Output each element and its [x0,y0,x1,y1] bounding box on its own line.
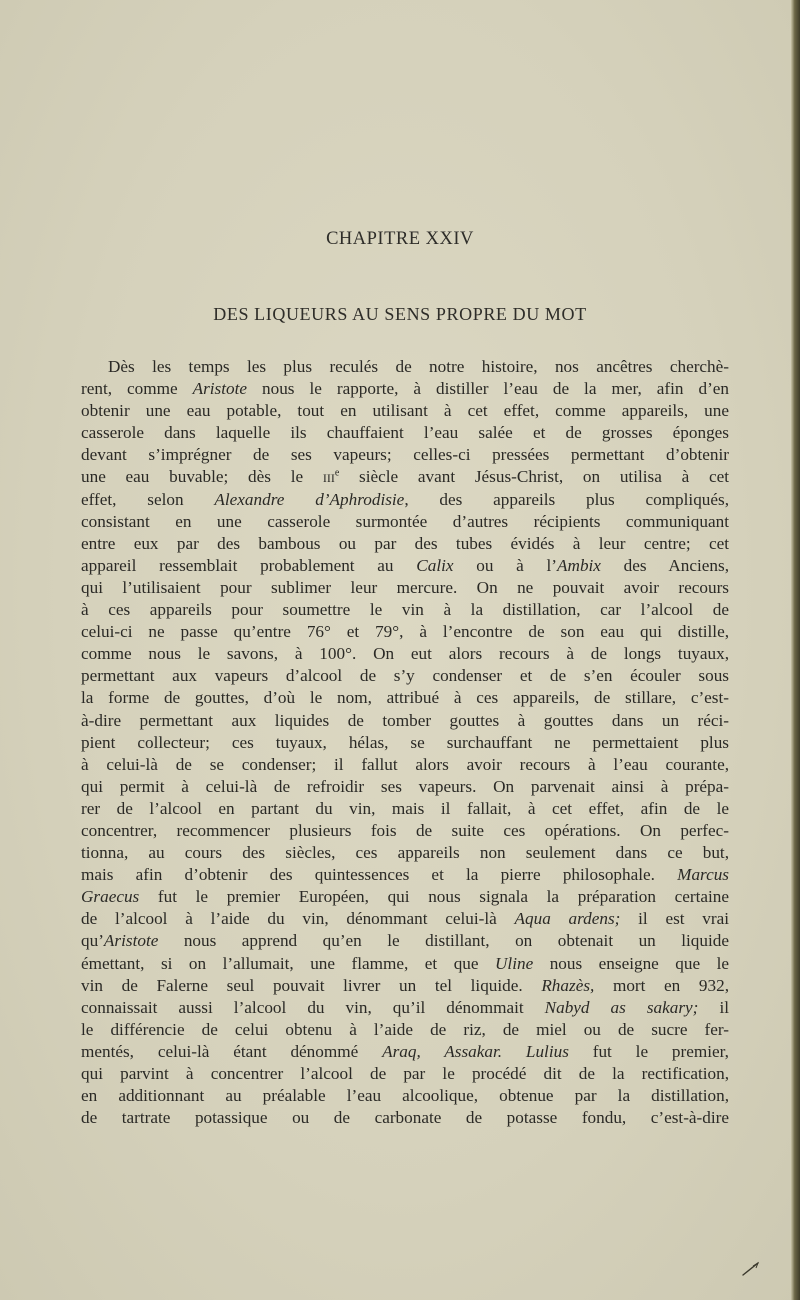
text-run: de tartrate potassique ou de carbonate de potasse fondu, c’est-à-dire [81,1108,729,1128]
text-run: mentés, celui-là étant dénommé [81,1041,383,1061]
text-line [81,533,729,555]
chapter-title: CHAPITRE XXIV [326,229,474,249]
text-line [81,599,729,621]
text-run: des Anciens, [600,555,729,575]
text-line [81,444,729,466]
text-run: il [698,997,729,1017]
text-run: pient collecteur; ces tuyaux, hélas, se surchauffant ne permettaient plus [81,732,729,752]
text-line [81,997,729,1019]
text-run: nous le rapporte, à distiller l’eau de la mer, afin d’en [247,379,730,399]
text-line [81,422,729,444]
italic-text: Rhazès, [541,975,595,995]
text-line [81,864,729,886]
text-run: mort en 932, [594,975,729,995]
text-run: la forme de gouttes, d’où le nom, attribué à ces appareils, de stillare, c’est- [81,688,729,708]
text-run: de l’alcool à l’aide du vin, dénommant celui-là [81,909,515,929]
text-run: qui permit à celui-là de refroidir ses vapeurs. On parvenait ainsi à prépa- [81,776,729,796]
text-line [81,842,729,864]
italic-text: Marcus [677,865,729,885]
text-line [81,1107,729,1129]
text-run: comme nous le savons, à 100°. On eut alors recours à de longs tuyaux, [81,644,729,664]
text-run: nous apprend qu’en le distillant, on obtenait un liquide [158,931,729,951]
italic-text: Aqua ardens; [514,909,621,929]
text-run: permettant aux vapeurs d’alcool de s’y condenser et de s’en écouler sous [81,666,729,686]
italic-text: Graecus [81,887,140,907]
text-run: iii [322,467,335,487]
italic-text: Ambix [557,555,601,575]
text-run: connaissait aussi l’alcool du vin, qu’il dénommait [81,997,545,1017]
text-run: à celui-là de se condenser; il fallut alors avoir recours à l’eau courante, [81,754,729,774]
text-run: en additionnant au préalable l’eau alcoolique, obtenue par la distillation, [81,1086,729,1106]
text-line [81,489,729,511]
text-run: fut le premier, [568,1041,729,1061]
page-edge-shadow [791,0,800,1300]
text-run: qui parvint à concentrer l’alcool de par le procédé dit de la rectification, [81,1064,729,1083]
text-run: obtenir une eau potable, tout en utilisant à cet effet, comme appareils, une [81,401,729,421]
superscript-text: e [334,467,340,479]
text-run: fut le premier Européen, qui nous signala la préparation certaine [139,887,729,907]
text-line [81,1063,729,1085]
italic-text: Aristote [103,931,159,951]
text-run: devant s’imprégner de ses vapeurs; celles-ci pressées permettant d’obtenir [81,445,729,465]
body-paragraph [81,356,729,1129]
text-run: appareil ressemblait probablement au [81,555,417,575]
text-run: effet, selon [81,489,215,509]
text-line [81,732,729,754]
text-run: consistant en une casserole surmontée d’autres récipients communiquant [81,511,729,531]
text-line [81,754,729,776]
text-line [81,356,729,378]
text-line [81,621,729,643]
text-line [81,577,729,599]
italic-text: Nabyd as sakary; [544,997,699,1017]
text-line [81,975,729,997]
text-run: concentrer, recommencer plusieurs fois de suite ces opérations. On perfec- [81,820,729,840]
text-run: Dès les temps les plus reculés de notre histoire, nos ancêtres cherchè- [108,357,729,376]
text-line [81,665,729,687]
text-line [81,710,729,732]
text-run: qui l’utilisaient pour sublimer leur mercure. On ne pouvait avoir recours [81,577,729,597]
text-line [81,886,729,908]
pencil-mark-icon [741,1258,761,1278]
text-line [81,555,729,577]
text-run: , des appareils plus compliqués, [404,489,730,509]
text-run: vin de Falerne seul pouvait livrer un tel liquide. [81,975,542,995]
italic-text: Aristote [192,379,248,399]
text-run: ou à l’ [453,555,558,575]
text-run: casserole dans laquelle ils chauffaient l’eau salée et de grosses éponges [81,423,729,443]
text-run: le différencie de celui obtenu à l’aide de riz, de miel ou de sucre fer- [81,1019,729,1039]
text-run: rer de l’alcool en partant du vin, mais il fallait, à cet effet, afin de le [81,798,729,818]
text-run: rent, comme [81,379,193,399]
text-line [81,1019,729,1041]
text-line [81,378,729,400]
text-line [81,400,729,422]
italic-text: Uline [495,953,534,973]
text-line [81,908,729,930]
section-title: DES LIQUEURS AU SENS PROPRE DU MOT [213,304,587,324]
text-run: entre eux par des bambous ou par des tubes évidés à leur centre; cet [81,533,729,553]
text-line [81,643,729,665]
text-line [81,930,729,952]
text-run: à ces appareils pour soumettre le vin à la distillation, car l’alcool de [81,600,729,620]
text-run: nous enseigne que le [533,953,729,973]
text-run: qu’ [81,931,104,951]
text-line [81,1085,729,1107]
text-line [81,511,729,533]
italic-text: Araq, Assakar. Lulius [382,1041,569,1061]
text-line [81,953,729,975]
text-line [81,1041,729,1063]
text-line [81,776,729,798]
text-line [81,820,729,842]
text-run: il est vrai [620,909,730,929]
text-line [81,798,729,820]
text-run: émettant, si on l’allumait, une flamme, et que [81,953,496,973]
text-line [81,687,729,709]
text-run: siècle avant Jésus-Christ, on utilisa à cet [339,467,729,487]
italic-text: Calix [416,555,454,575]
text-run: une eau buvable; dès le [81,467,323,487]
italic-text: Alexandre d’Aphrodisie [214,489,405,509]
text-line [81,466,729,488]
text-run: tionna, au cours des siècles, ces appareils non seulement dans ce but, [81,843,729,863]
text-run: celui-ci ne passe qu’entre 76° et 79°, à l’encontre de son eau qui distille, [81,622,729,642]
text-run: à-dire permettant aux liquides de tomber gouttes à gouttes dans un réci- [81,710,729,730]
text-run: mais afin d’obtenir des quintessences et la pierre philosophale. [81,865,678,885]
